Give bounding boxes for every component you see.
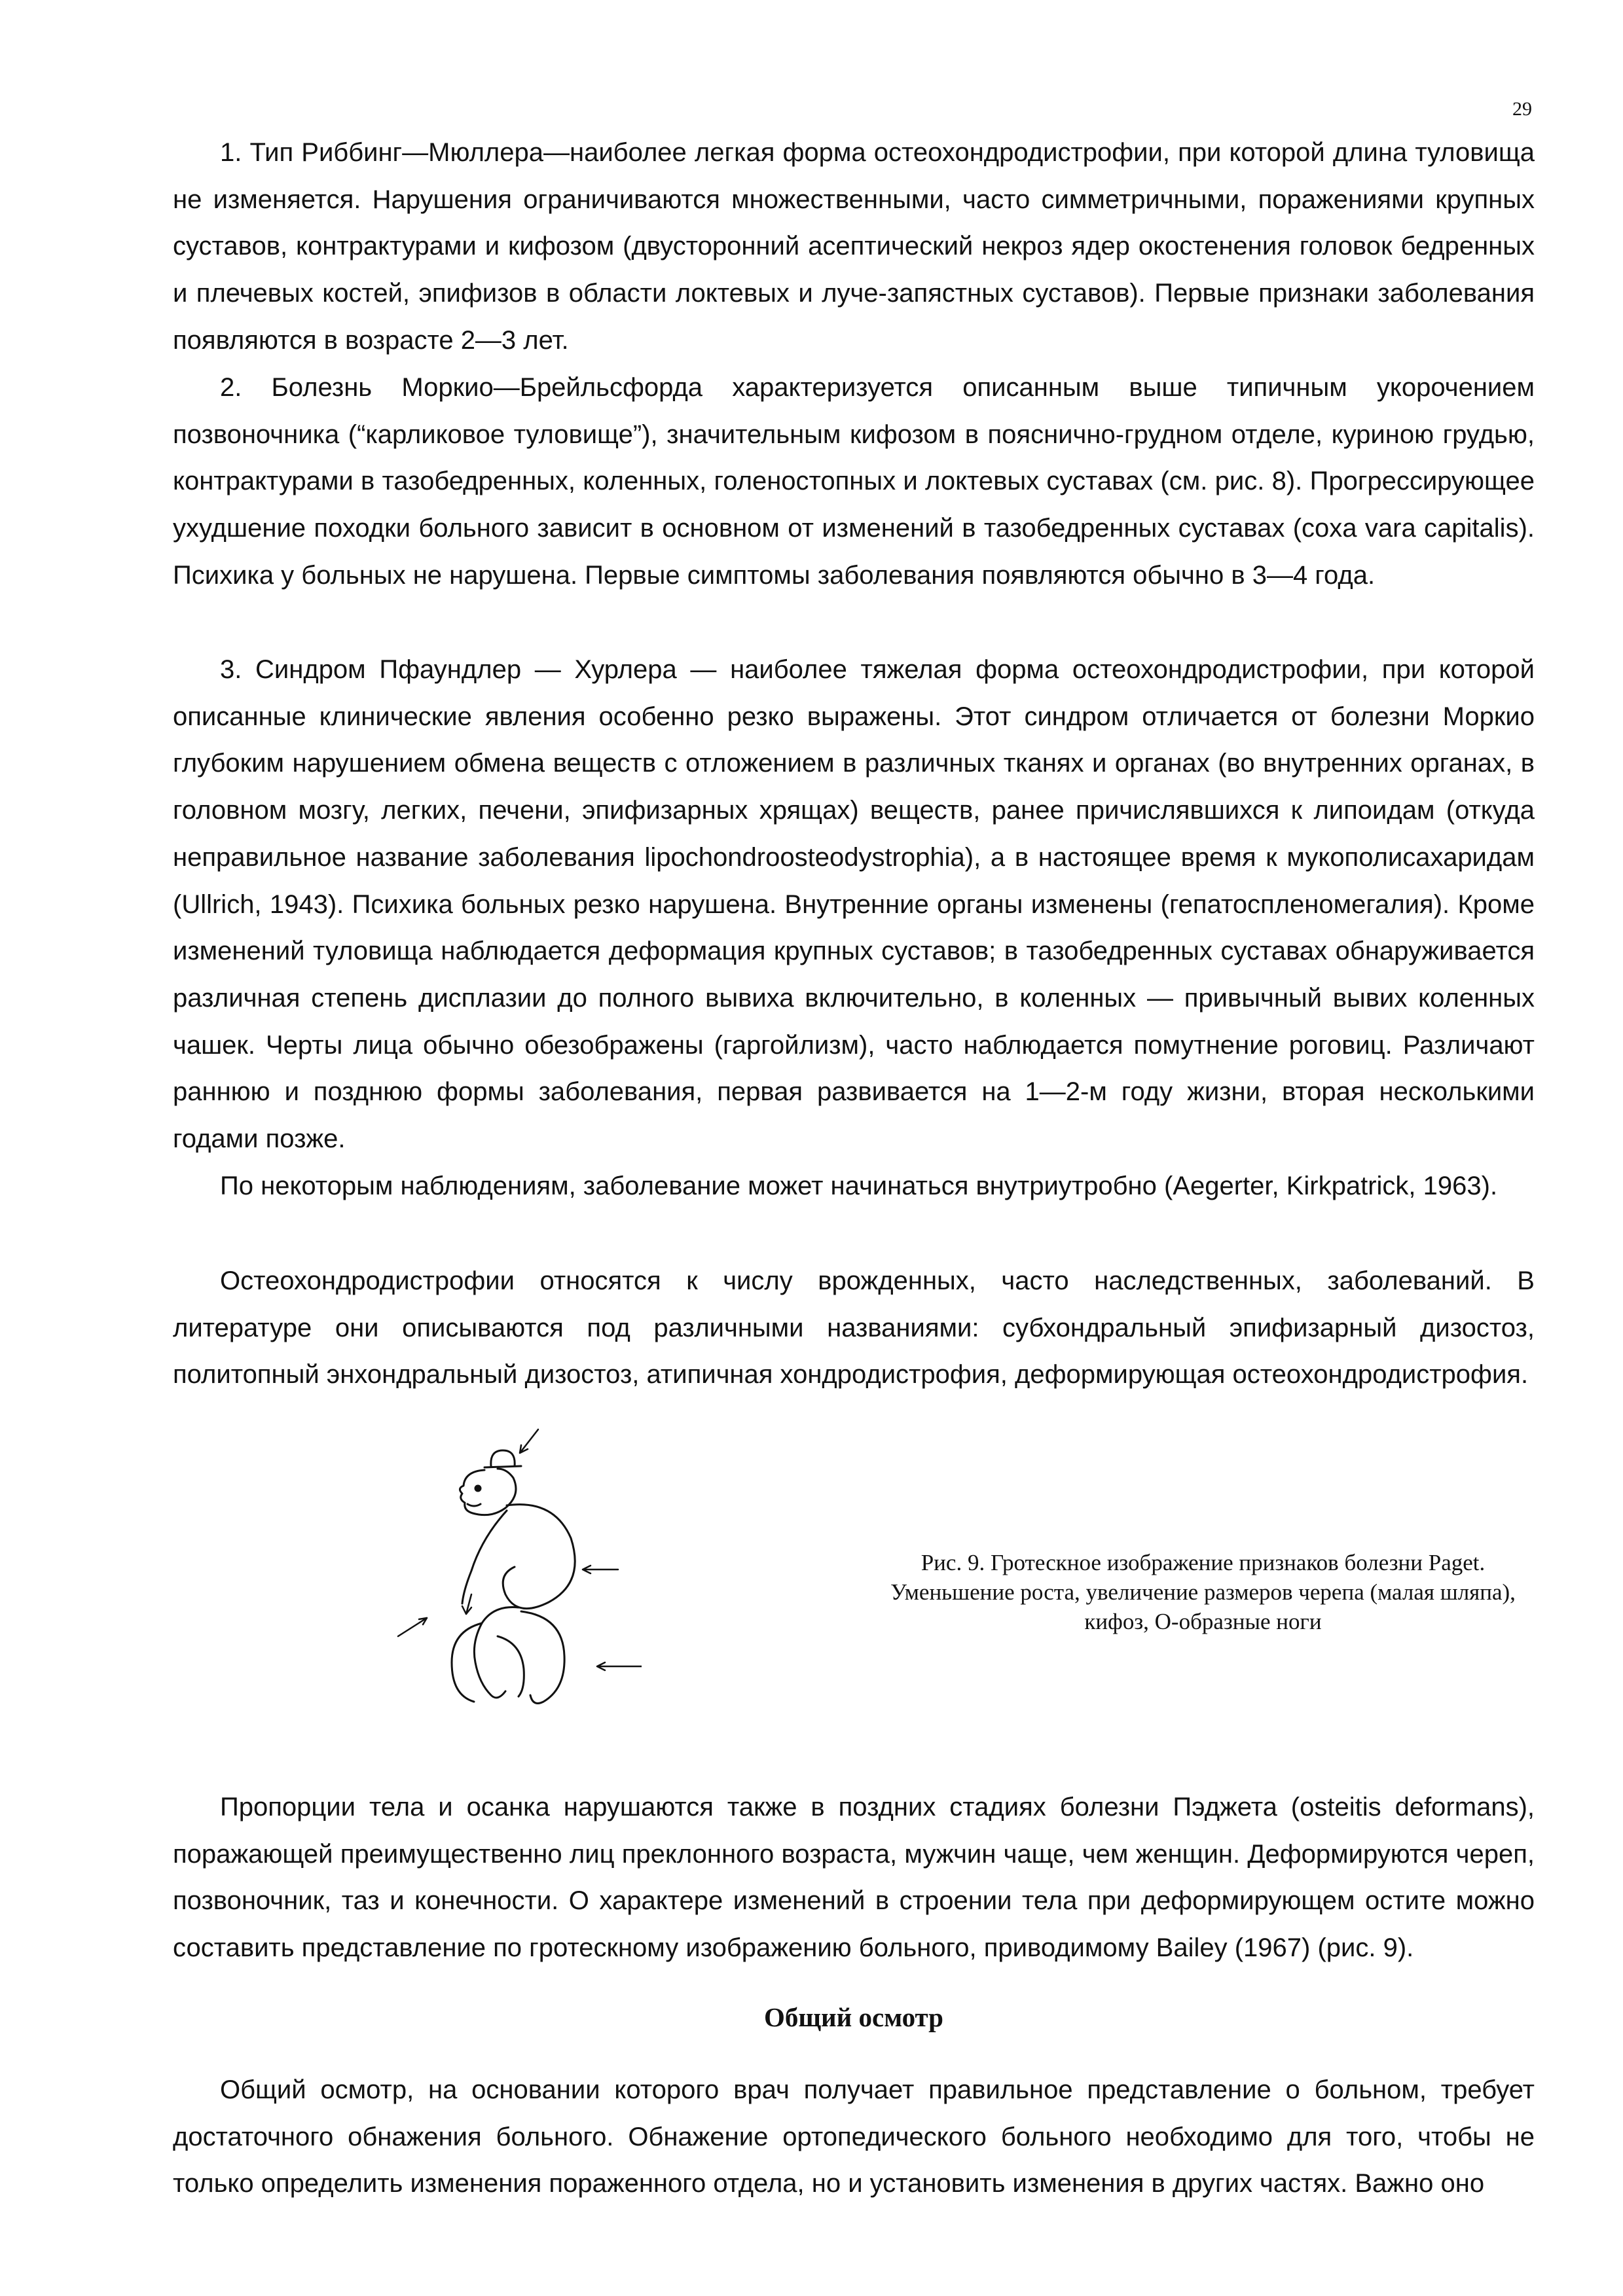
front-curve	[462, 1511, 507, 1604]
head-outline	[460, 1469, 516, 1515]
arrow-to-hat	[520, 1429, 538, 1453]
arrow-to-leg	[398, 1618, 427, 1636]
figure-caption: Рис. 9. Гротескное изображение признаков болезни Paget. Уменьшение роста, увеличение размеров черепа (малая шляпа), кифоз, О-образные ноги	[890, 1550, 1516, 1634]
paragraph-osteochondrodystrophy-names: Остеохондродистрофии относятся к числу врожденных, часто наследственных, заболеваний. В литературе они описываются под различными названиями: субхондральный эпифизарный дизостоз, политопный энхондральный дизостоз, атипичная хондродистрофия, деформирующая остеохондродистрофия.	[173, 1266, 1535, 1390]
inner-leg	[498, 1636, 524, 1696]
pelvis-curve	[474, 1607, 519, 1698]
right-leg	[521, 1611, 564, 1703]
eye	[475, 1486, 481, 1491]
paragraph-morquio-disease: 2. Болезнь Моркио—Брейльсфорда характеризуется описанным выше типичным укорочением позвоночника (“карликовое туловище”), значительным кифозом в пояснично-грудном отделе, куриною грудью, контрактурами в тазобедренных, коленных, голеностопных и локтевых суставах (см. рис. 8). Прогрессирующее ухудшение походки больного зависит в основном от изменений в тазобедренных суставах (coxa vara capitalis). Психика у больных не нарушена. Первые симптомы заболевания появляются обычно в 3—4 года.	[173, 373, 1535, 590]
arrow-to-back	[583, 1566, 618, 1573]
hat-brim	[484, 1466, 521, 1467]
back-curve	[503, 1505, 575, 1609]
hat-outline	[491, 1450, 515, 1466]
arrow-to-knee	[597, 1662, 642, 1670]
paragraph-hurler-syndrome: 3. Синдром Пфаундлер — Хурлера — наиболее тяжелая форма остеохондродистрофии, при которой описанные клинические явления особенно резко выражены. Этот синдром отличается от болезни Моркио глубоким нарушением обмена веществ с отложением в различных тканях и органах (во внутренних органах, в головном мозгу, легких, печени, эпифизарных хрящах) веществ, ранее причислявшихся к липоидам (откуда неправильное название заболевания lipochondroosteodystrophia), а в настоящее время к мукополисахаридам (Ullrich, 1943). Психика больных резко нарушена. Внутренние органы изменены (гепатоспленомегалия). Кроме изменений туловища наблюдается деформация крупных суставов; в тазобедренных суставах обнаруживается различная степень дисплазии до полного вывиха включительно, в коленных — привычный вывих коленных чашек. Черты лица обычно обезображены (гаргойлизм), часто наблюдается помутнение роговиц. Различают раннюю и позднюю формы заболевания, первая развивается на 1—2-м году жизни, вторая несколькими годами позже.	[173, 655, 1535, 1154]
paget-grotesque-figure	[367, 1427, 642, 1741]
paragraph-ribbing-type: 1. Тип Риббинг—Мюллера—наиболее легкая форма остеохондродистрофии, при которой длина туловища не изменяется. Нарушения ограничиваются множественными, часто симметричными, поражениями крупных суставов, контрактурами и кифозом (двусторонний асептический некроз ядер окостенения головок бедренных и плечевых костей, эпифизов в области локтевых и луче-запястных суставов). Первые признаки заболевания появляются в возрасте 2—3 лет.	[173, 138, 1535, 355]
paragraph-intrauterine: По некоторым наблюдениям, заболевание может начинаться внутриутробно (Aegerter, Kirkpatrick, 1963).	[220, 1172, 1498, 1200]
paragraph-paget-disease: Пропорции тела и осанка нарушаются также в поздних стадиях болезни Пэджета (osteitis deformans), поражающей преимущественно лиц преклонного возраста, мужчин чаще, чем женщин. Деформируются череп, позвоночник, таз и конечности. О характере изменений в строении тела при деформирующем остите можно составить представление по гротескному изображению больного, приводимому Bailey (1967) (рис. 9).	[173, 1793, 1535, 1963]
mouth	[467, 1504, 481, 1506]
paragraph-general-examination: Общий осмотр, на основании которого врач получает правильное представление о больном, требует достаточного обнажения больного. Обнажение ортопедического больного необходимо для того, чтобы не только определить изменения пораженного отдела, но и установить изменения в других частях. Важно оно	[173, 2075, 1535, 2198]
section-heading: Общий осмотр	[764, 2002, 943, 2032]
page-number: 29	[1512, 98, 1532, 120]
